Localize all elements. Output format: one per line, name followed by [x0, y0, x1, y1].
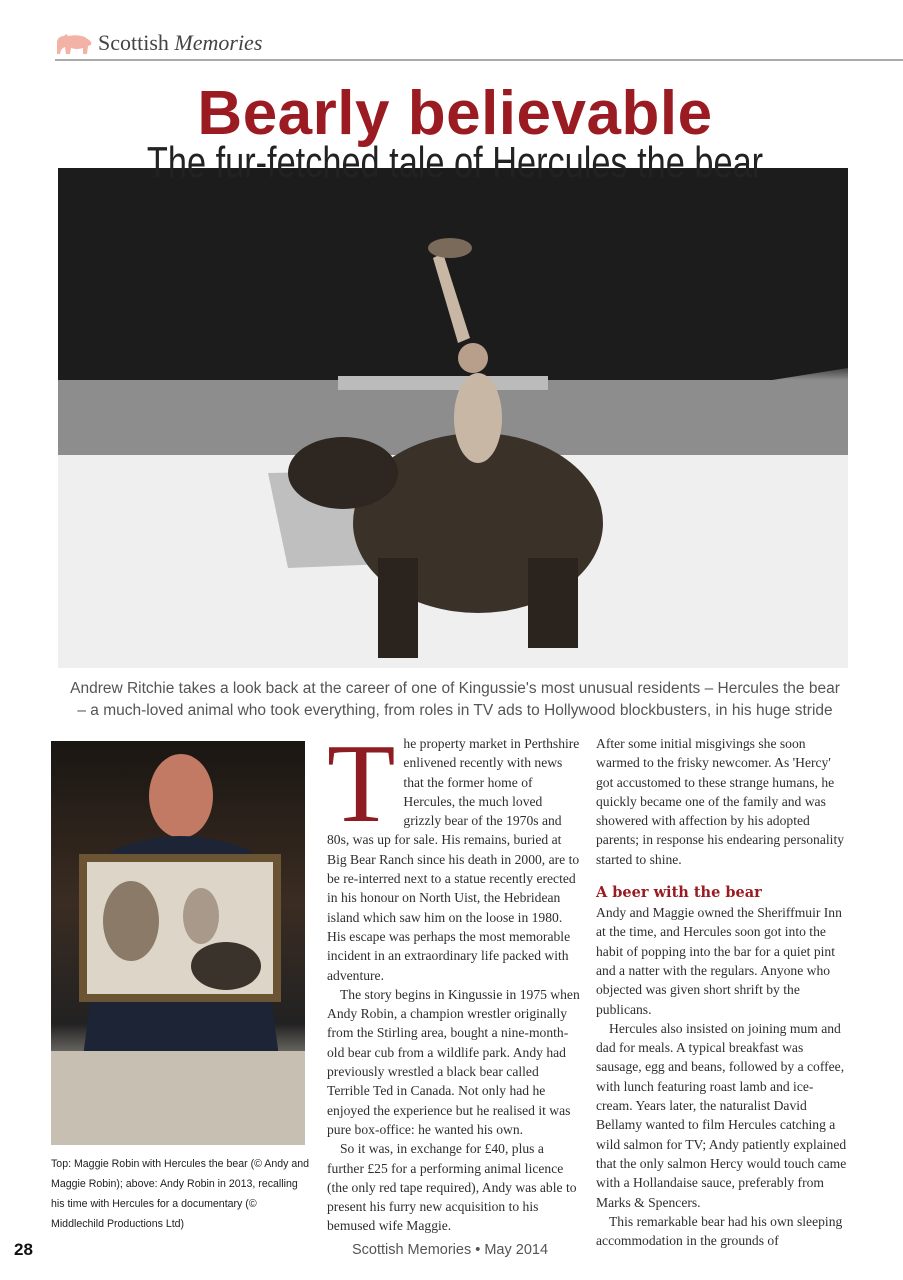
- paragraph: This remarkable bear had his own sleeping accommodation in the grounds of: [596, 1213, 843, 1249]
- andy-robin-photo-illustration: [51, 741, 305, 1145]
- standfirst: [40, 678, 870, 722]
- headline: Bearly believable: [197, 79, 713, 148]
- subheadline-text: The fur-fetched tale of Hercules the bear: [146, 138, 764, 187]
- section-header: [98, 30, 262, 56]
- subheadline: [0, 138, 903, 188]
- paragraph: So it was, in exchange for £40, plus a further £25 for a performing animal licence (the only red tape required), Andy was able to present his furry new acquisition to his bemused wife Maggie.: [327, 1141, 577, 1234]
- paragraph: After some initial misgivings she soon warmed to the frisky newcomer. As 'Hercy' got accustomed to these strange humans, he quickly became one of the family and was showered with affection by his adopted parents; in response his endearing personality started to shine.: [596, 736, 845, 867]
- bear-icon: [55, 32, 93, 56]
- paragraph: Andy and Maggie owned the Sheriffmuir Inn at the time, and Hercules soon got into the habit of popping into the bar for a quiet pint and a natter with the regulars. Anyone who objected was given short shrift by the publicans.: [596, 905, 842, 1017]
- photo-caption: Top: Maggie Robin with Hercules the bear (© Andy and Maggie Robin); above: Andy Robin in 2013, recalling his time with Hercules for a documentary (© Middlechild Productions Ltd): [51, 1158, 310, 1230]
- paragraph: [327, 722, 581, 985]
- paragraph-text: he property market in Perthshire enlivened recently with news that the former home of Hercules, the much loved grizzly bear of the 1970s and 80s, was up for sale. His remains, buried at Big Bear Ranch since his death in 2000, are to be re-interred next to a statue recently erected in his honour on North Uist, the Hebridean island which saw him on the loose in 1980. His escape was perhaps the most memorable incident in an extraordinary life packed with adventure.: [327, 736, 580, 983]
- article-column-1: [327, 722, 581, 1236]
- drop-cap: T: [327, 722, 396, 846]
- section-name-italic: Memories: [174, 30, 263, 55]
- hero-photo-illustration: [58, 168, 848, 668]
- andy-robin-photo: [51, 741, 305, 1145]
- standfirst-line: – a much-loved animal who took everything, from roles in TV ads to Hollywood blockbusters, in his huge stride: [77, 702, 833, 719]
- page-number: 28: [14, 1240, 33, 1259]
- header-rule: [55, 59, 903, 61]
- section-subhead: A beer with the bear: [596, 884, 762, 902]
- section-name: Scottish: [98, 30, 169, 55]
- footer-publication: Scottish Memories • May 2014: [351, 1242, 549, 1258]
- article-column-2: [596, 734, 850, 1250]
- standfirst-line: Andrew Ritchie takes a look back at the career of one of Kingussie's most unusual residents – Hercules the bear: [70, 680, 840, 697]
- hero-photo: [58, 168, 848, 668]
- paragraph: The story begins in Kingussie in 1975 when Andy Robin, a champion wrestler originally from the Stirling area, bought a nine-month-old bear cub from a wildlife park. Andy had previously wrestled a black bear called Terrible Ted in Canada. Not only had he enjoyed the experience but he realised it was pure box-office: he wanted his own.: [327, 986, 580, 1137]
- paragraph: Hercules also insisted on joining mum and dad for meals. A typical breakfast was sausage, egg and beans, followed by a coffee, with lunch featuring roast lamb and ice-cream. Years later, the naturalist David Bellamy wanted to film Hercules catching a wild salmon for TV; Andy patiently explained that the only salmon Hercy would touch came with a Hollandaise sauce, preferably from Marks & Spencers.: [596, 1020, 847, 1210]
